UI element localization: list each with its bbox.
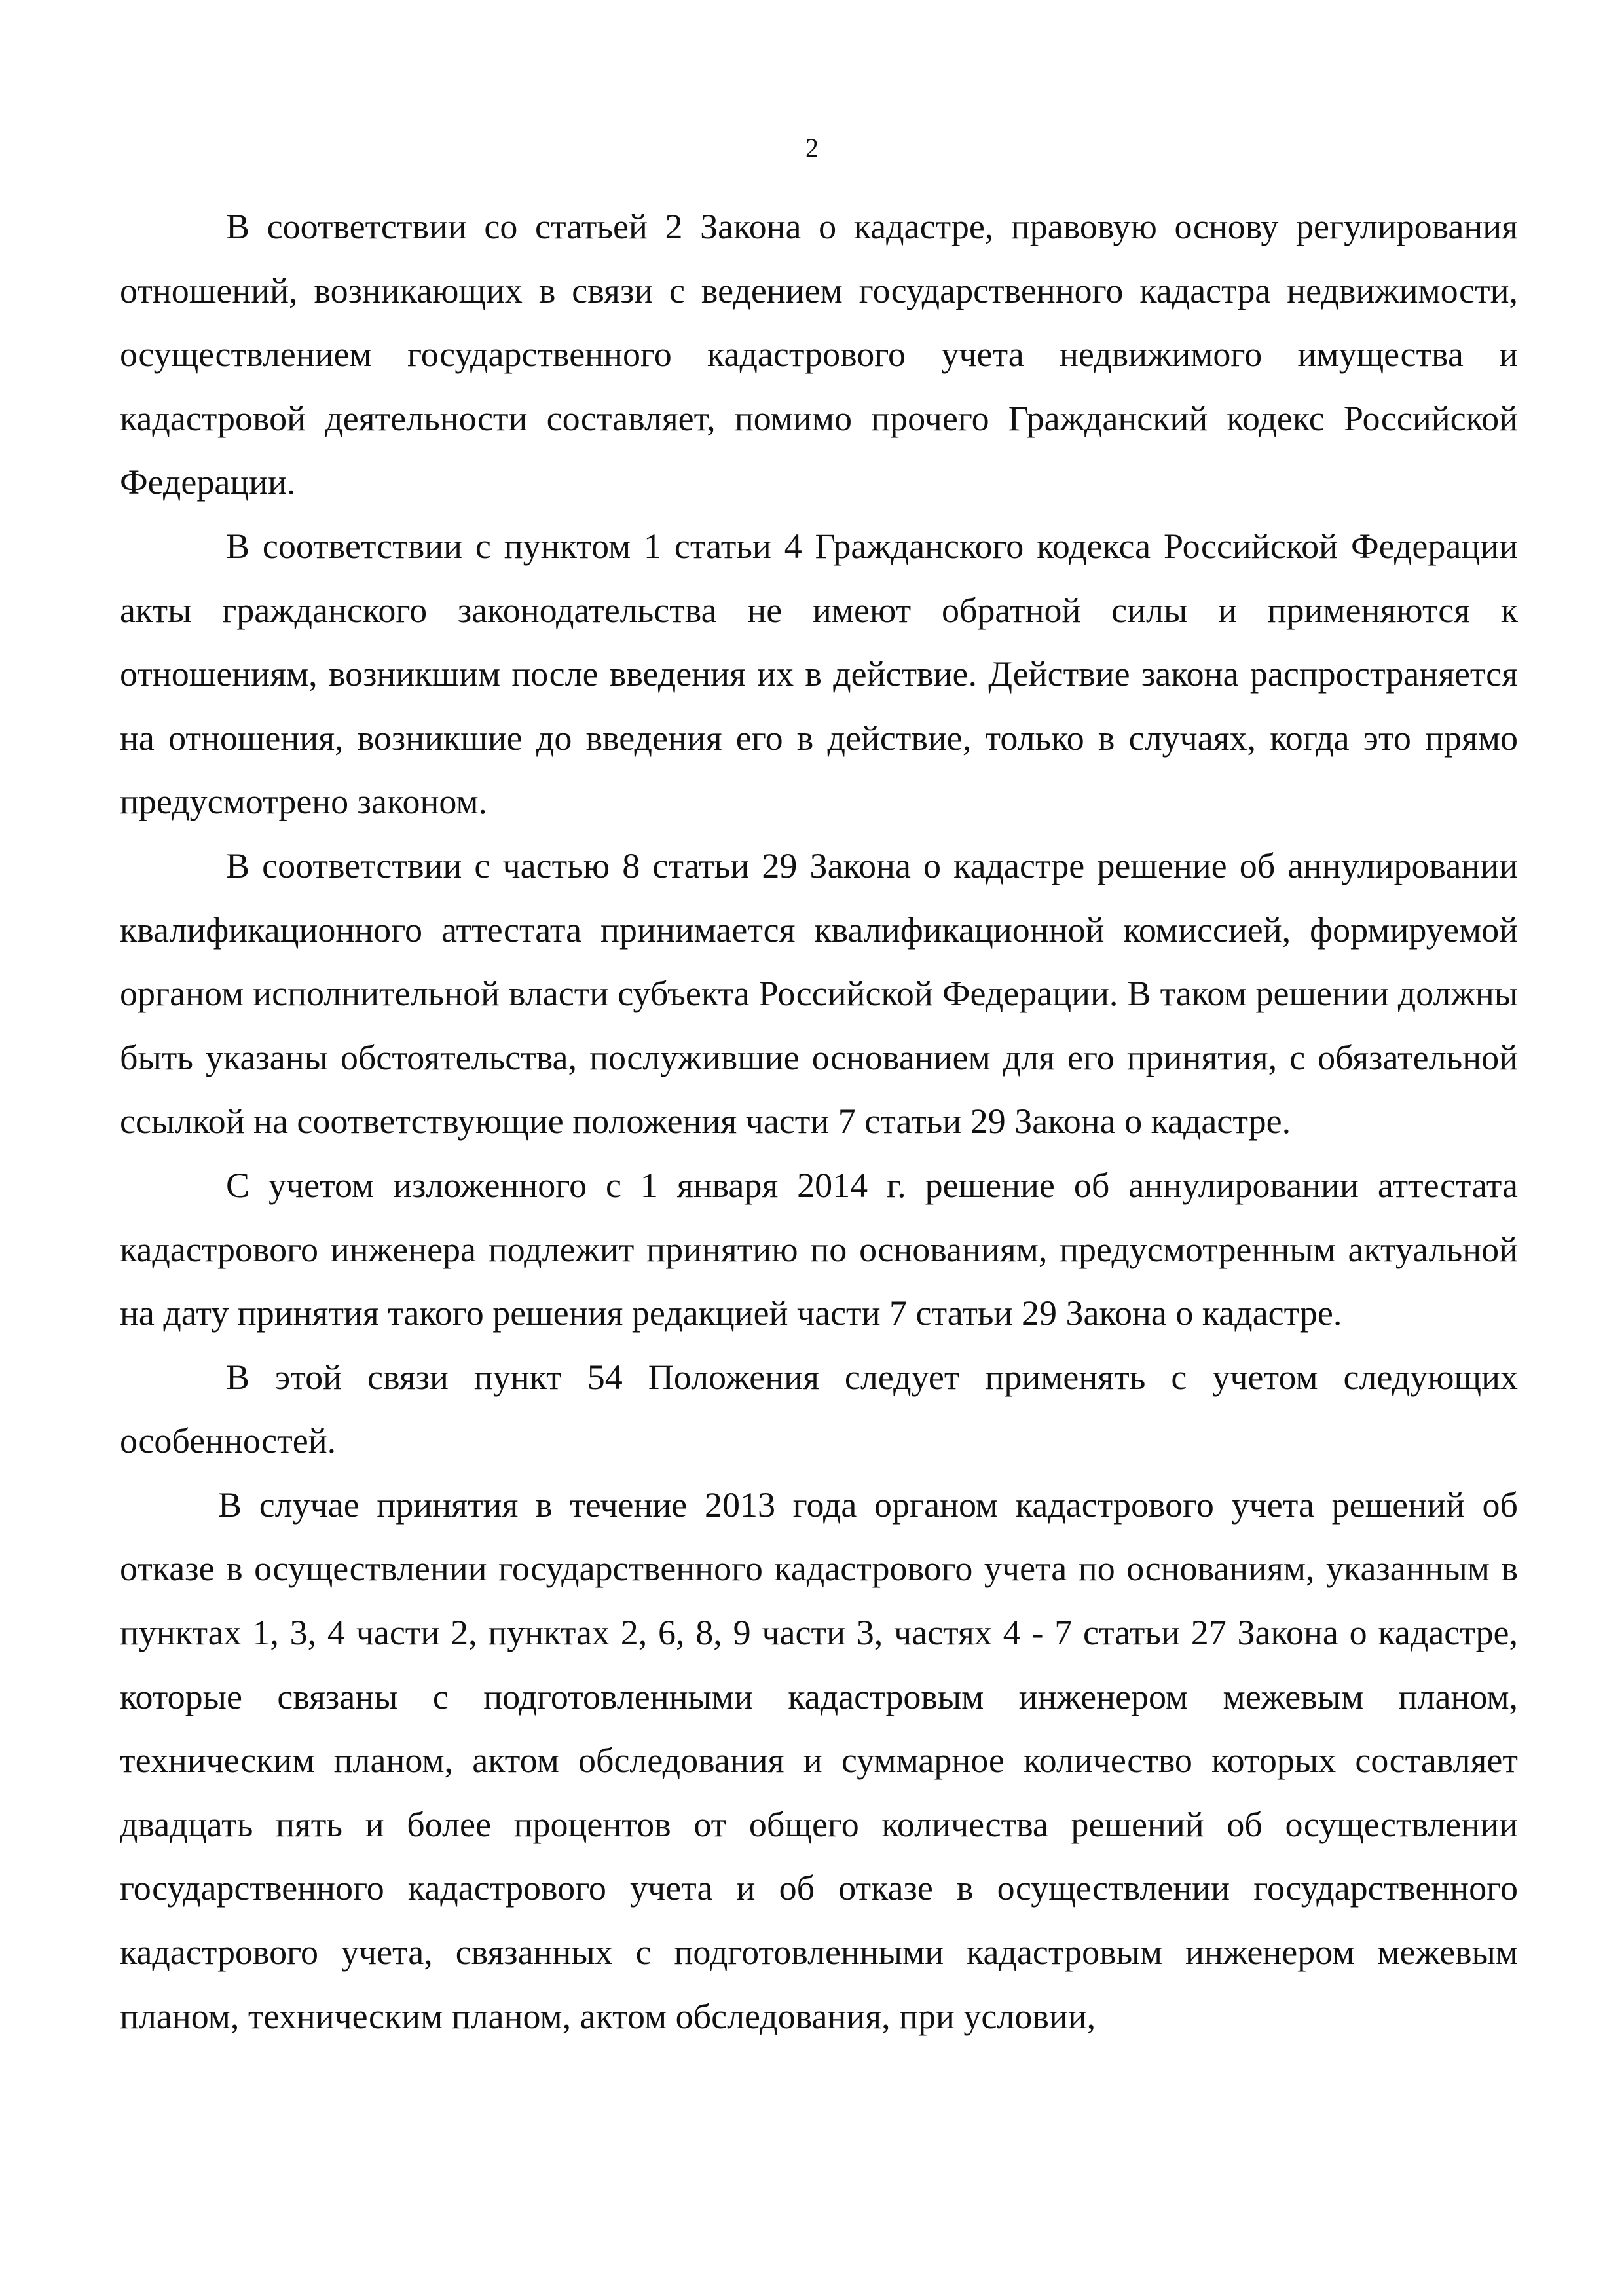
page-number: 2	[805, 133, 819, 162]
paragraph-legal-basis: В соответствии со статьей 2 Закона о кадастре, правовую основу регулирования отношений, возникающих в связи с ведением государственного кадастра недвижимости, осуществлением государственного кадастрового учета недвижимого имущества и кадастровой деятельности составляет, помимо прочего Гражданский кодекс Российской Федерации.	[120, 207, 1518, 502]
paragraph-annulment-decision: В соответствии с частью 8 статьи 29 Закона о кадастре решение об аннулировании квалификационного аттестата принимается квалификационной комиссией, формируемой органом исполнительной власти субъекта Российской Федерации. В таком решении должны быть указаны обстоятельства, послужившие основанием для его принятия, с обязательной ссылкой на соответствующие положения части 7 статьи 29 Закона о кадастре.	[120, 845, 1518, 1141]
document-body	[120, 195, 1518, 2048]
paragraph-grounds-2014: С учетом изложенного с 1 января 2014 г. решение об аннулировании аттестата кадастрового инженера подлежит принятию по основаниям, предусмотренным актуальной на дату принятия такого решения редакцией части 7 статьи 29 Закона о кадастре.	[120, 1165, 1518, 1333]
paragraph-item-54: В этой связи пункт 54 Положения следует применять с учетом следующих особенностей.	[120, 1357, 1518, 1461]
paragraph-refusal-conditions: В случае принятия в течение 2013 года органом кадастрового учета решений об отказе в осуществлении государственного кадастрового учета по основаниям, указанным в пунктах 1, 3, 4 части 2, пунктах 2, 6, 8, 9 части 3, частях 4 - 7 статьи 27 Закона о кадастре, которые связаны с подготовленными кадастровым инженером межевым планом, техническим планом, актом обследования и суммарное количество которых составляет двадцать пять и более процентов от общего количества решений об осуществлении государственного кадастрового учета и об отказе в осуществлении государственного кадастрового учета, связанных с подготовленными кадастровым инженером межевым планом, техническим планом, актом обследования, при условии,	[120, 1485, 1518, 2036]
paragraph-retroactivity: В соответствии с пунктом 1 статьи 4 Гражданского кодекса Российской Федерации акты гражданского законодательства не имеют обратной силы и применяются к отношениям, возникшим после введения их в действие. Действие закона распространяется на отношения, возникшие до введения его в действие, только в случаях, когда это прямо предусмотрено законом.	[120, 526, 1518, 822]
